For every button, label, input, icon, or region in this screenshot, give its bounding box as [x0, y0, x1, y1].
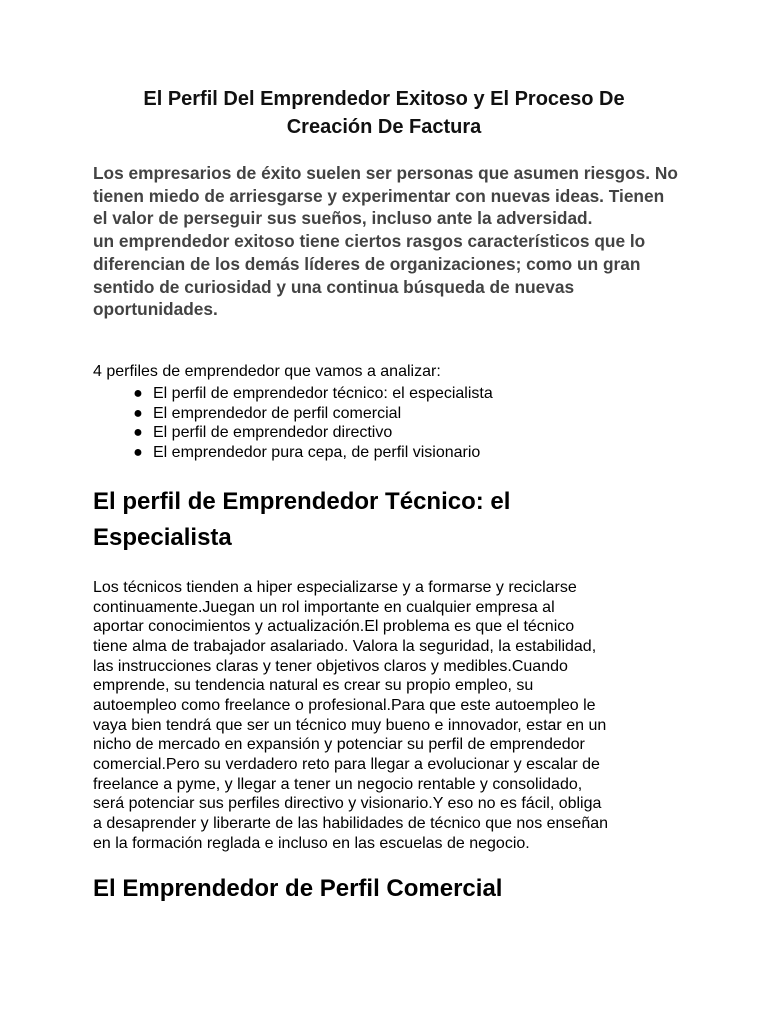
document-title-line-1: El Perfil Del Emprendedor Exitoso y El Proceso De — [143, 88, 625, 110]
body-line: emprende, su tendencia natural es crear su propio empleo, su — [93, 677, 534, 695]
section-heading-line-2: Especialista — [93, 524, 232, 551]
body-line: continuamente.Juegan un rol importante en cualquier empresa al — [93, 598, 555, 616]
bullet-icon: ● — [133, 404, 143, 422]
list-item — [93, 384, 683, 404]
intro-paragraph: Los empresarios de éxito suelen ser personas que asumen riesgos. No tienen miedo de arriesgarse y experimentar con nuevas ideas. Tienen el valor de perseguir sus sueños, incluso ante la adversidad. — [93, 163, 678, 229]
list-item — [93, 443, 683, 463]
body-line: Los técnicos tienden a hiper especializarse y a formarse y reciclarse — [93, 579, 577, 596]
list-item — [93, 423, 683, 443]
intro-paragraph: un emprendedor exitoso tiene ciertos rasgos característicos que lo diferencian de los demás líderes de organizaciones; como un gran sentido de curiosidad y una continua búsqueda de nuevas oportunidades. — [93, 231, 646, 320]
body-line: a desaprender y liberarte de las habilidades de técnico que nos enseñan — [93, 814, 609, 832]
intro-block — [93, 162, 683, 321]
bullet-icon: ● — [133, 444, 143, 462]
list-item — [93, 404, 683, 424]
body-line: vaya bien tendrá que ser un técnico muy bueno e innovador, estar en un — [93, 716, 607, 734]
document-title — [93, 85, 675, 141]
document-title-line-2: Creación De Factura — [286, 116, 482, 138]
section-heading-comercial: El Emprendedor de Perfil Comercial — [93, 875, 503, 902]
profiles-list — [93, 384, 683, 463]
body-line: comercial.Pero su verdadero reto para llegar a evolucionar y escalar de — [93, 755, 600, 773]
body-line: será potenciar sus perfiles directivo y visionario.Y eso no es fácil, obliga — [93, 795, 602, 813]
section-body-tecnico — [93, 578, 683, 853]
body-line: nicho de mercado en expansión y potenciar su perfil de emprendedor — [93, 736, 585, 754]
section-heading-line-1: El perfil de Emprendedor Técnico: el — [93, 488, 511, 515]
list-item-text: El perfil de emprendedor técnico: el especialista — [153, 385, 493, 402]
body-line: tiene alma de trabajador asalariado. Valora la seguridad, la estabilidad, — [93, 637, 597, 655]
body-line: autoempleo como freelance o profesional.Para que este autoempleo le — [93, 696, 596, 714]
list-item-text: El perfil de emprendedor directivo — [153, 424, 393, 442]
list-item-text: El emprendedor pura cepa, de perfil visionario — [153, 444, 481, 462]
body-line: las instrucciones claras y tener objetivos claros y medibles.Cuando — [93, 657, 568, 675]
list-item-text: El emprendedor de perfil comercial — [153, 404, 402, 422]
body-line: en la formación reglada e incluso en las escuelas de negocio. — [93, 834, 530, 852]
profiles-intro: 4 perfiles de emprendedor que vamos a analizar: — [93, 363, 441, 380]
body-line: aportar conocimientos y actualización.El problema es que el técnico — [93, 618, 575, 636]
section-heading-tecnico — [93, 484, 683, 556]
bullet-icon: ● — [133, 385, 143, 402]
body-line: freelance a pyme, y llegar a tener un negocio rentable y consolidado, — [93, 775, 583, 793]
bullet-icon: ● — [133, 424, 143, 442]
